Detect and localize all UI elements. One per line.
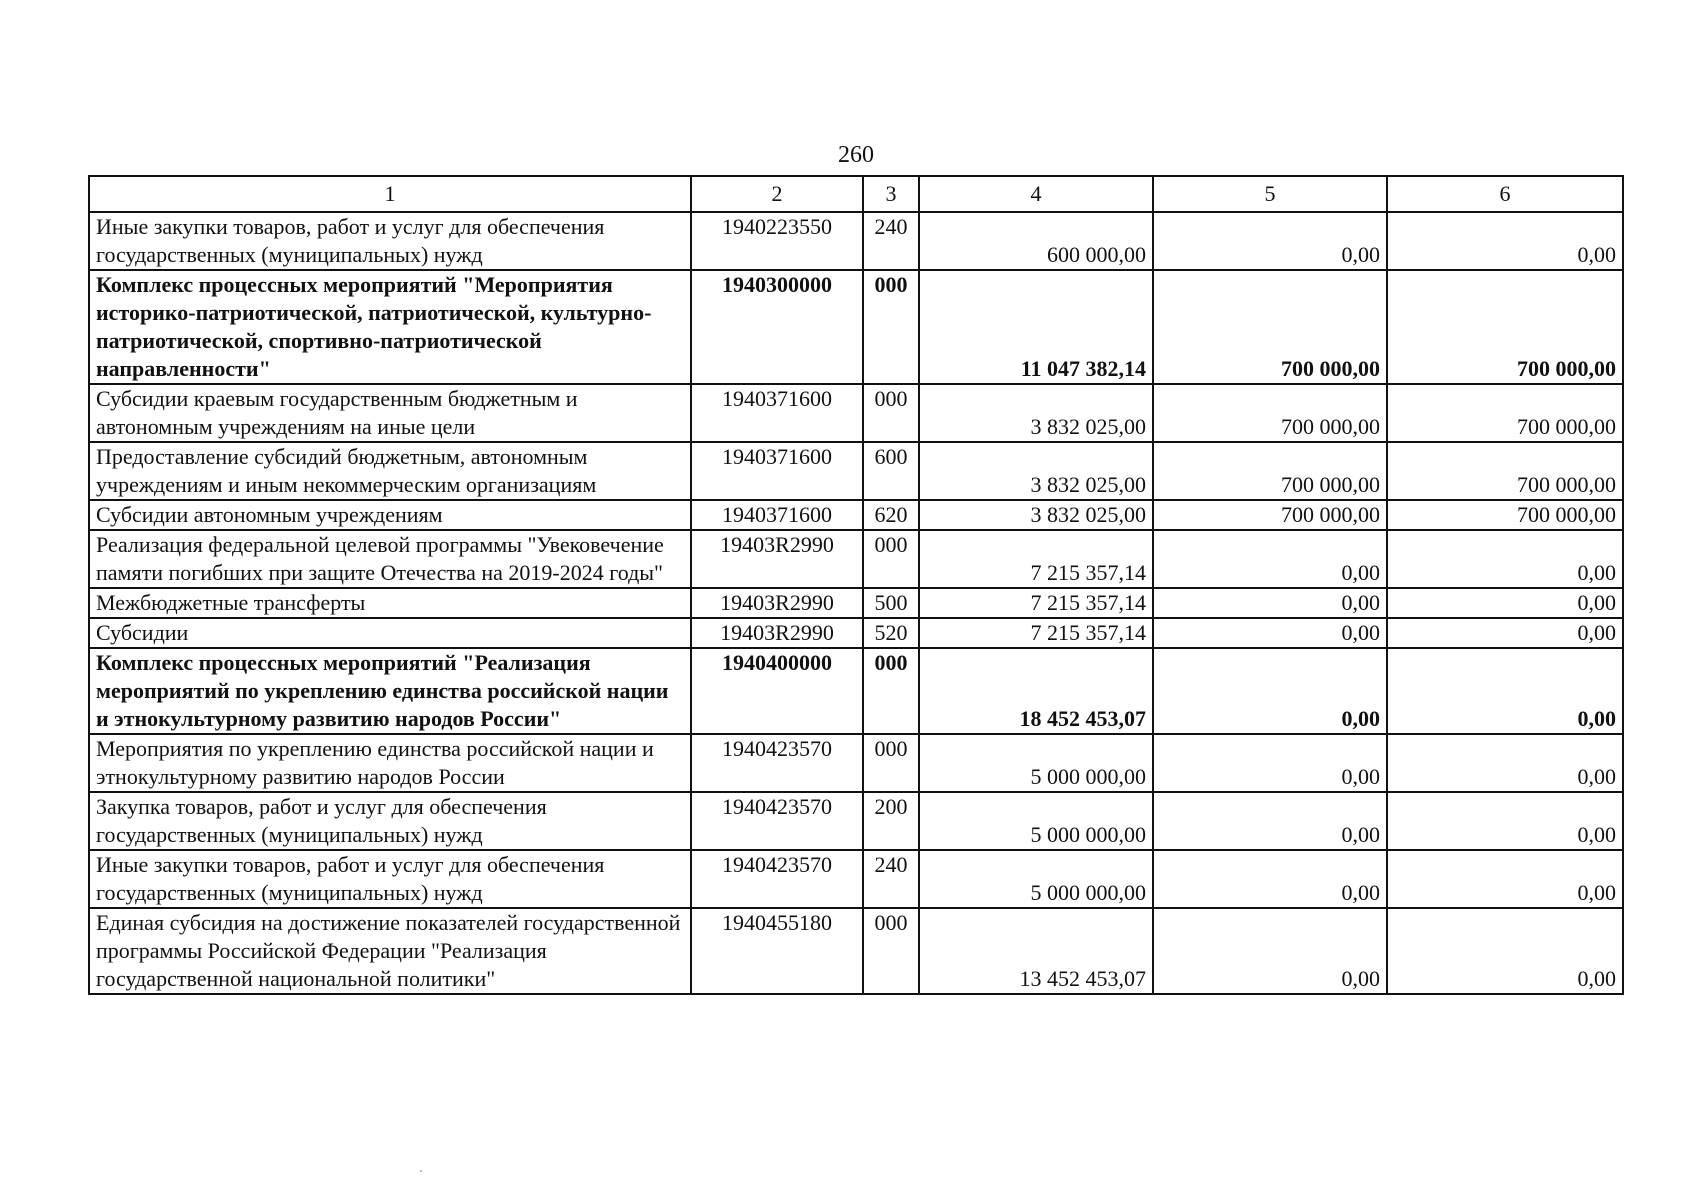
table-row bbox=[89, 792, 1623, 850]
table-row bbox=[89, 530, 1623, 588]
expense-type: 000 bbox=[863, 270, 919, 384]
amount-col-6: 700 000,00 bbox=[1387, 500, 1623, 530]
amount-col-4: 3 832 025,00 bbox=[919, 500, 1153, 530]
column-header: 3 bbox=[863, 176, 919, 212]
target-code: 1940423570 bbox=[691, 850, 863, 908]
amount-col-4: 7 215 357,14 bbox=[919, 618, 1153, 648]
expense-type: 000 bbox=[863, 734, 919, 792]
expense-type: 240 bbox=[863, 212, 919, 270]
table-row bbox=[89, 648, 1623, 734]
amount-col-6: 0,00 bbox=[1387, 530, 1623, 588]
target-code: 1940423570 bbox=[691, 734, 863, 792]
amount-col-4: 3 832 025,00 bbox=[919, 384, 1153, 442]
table-row bbox=[89, 270, 1623, 384]
amount-col-4: 7 215 357,14 bbox=[919, 588, 1153, 618]
expense-type: 000 bbox=[863, 530, 919, 588]
target-code: 19403R2990 bbox=[691, 588, 863, 618]
amount-col-5: 700 000,00 bbox=[1153, 384, 1387, 442]
amount-col-4: 5 000 000,00 bbox=[919, 792, 1153, 850]
column-header: 5 bbox=[1153, 176, 1387, 212]
amount-col-4: 5 000 000,00 bbox=[919, 734, 1153, 792]
amount-col-5: 700 000,00 bbox=[1153, 442, 1387, 500]
amount-col-4: 7 215 357,14 bbox=[919, 530, 1153, 588]
expense-type: 000 bbox=[863, 908, 919, 994]
table-row bbox=[89, 212, 1623, 270]
row-name: Иные закупки товаров, работ и услуг для обеспечения государственных (муниципальных) нужд bbox=[89, 212, 691, 270]
amount-col-4: 3 832 025,00 bbox=[919, 442, 1153, 500]
expense-type: 000 bbox=[863, 384, 919, 442]
target-code: 19403R2990 bbox=[691, 530, 863, 588]
page-number: 260 bbox=[838, 142, 874, 168]
amount-col-6: 700 000,00 bbox=[1387, 442, 1623, 500]
target-code: 1940371600 bbox=[691, 500, 863, 530]
amount-col-6: 700 000,00 bbox=[1387, 270, 1623, 384]
table-row bbox=[89, 384, 1623, 442]
amount-col-4: 11 047 382,14 bbox=[919, 270, 1153, 384]
amount-col-4: 600 000,00 bbox=[919, 212, 1153, 270]
amount-col-6: 0,00 bbox=[1387, 850, 1623, 908]
amount-col-6: 0,00 bbox=[1387, 618, 1623, 648]
row-name: Предоставление субсидий бюджетным, автономным учреждениям и иным некоммерческим организациям bbox=[89, 442, 691, 500]
row-name: Мероприятия по укреплению единства российской нации и этнокультурному развитию народов России bbox=[89, 734, 691, 792]
amount-col-4: 18 452 453,07 bbox=[919, 648, 1153, 734]
target-code: 1940423570 bbox=[691, 792, 863, 850]
table-row bbox=[89, 908, 1623, 994]
column-number-row bbox=[89, 176, 1623, 212]
expense-type: 600 bbox=[863, 442, 919, 500]
target-code: 1940400000 bbox=[691, 648, 863, 734]
expense-type: 200 bbox=[863, 792, 919, 850]
column-header: 2 bbox=[691, 176, 863, 212]
amount-col-5: 0,00 bbox=[1153, 530, 1387, 588]
row-name: Реализация федеральной целевой программы "Увековечение памяти погибших при защите Отечества на 2019-2024 годы" bbox=[89, 530, 691, 588]
amount-col-6: 0,00 bbox=[1387, 734, 1623, 792]
row-name: Единая субсидия на достижение показателей государственной программы Российской Федерации "Реализация государственной национальной политики" bbox=[89, 908, 691, 994]
amount-col-5: 700 000,00 bbox=[1153, 270, 1387, 384]
target-code: 1940300000 bbox=[691, 270, 863, 384]
amount-col-5: 0,00 bbox=[1153, 212, 1387, 270]
row-name: Межбюджетные трансферты bbox=[89, 588, 691, 618]
scan-speck bbox=[420, 1170, 422, 1172]
row-name: Субсидии автономным учреждениям bbox=[89, 500, 691, 530]
target-code: 1940371600 bbox=[691, 384, 863, 442]
table-row bbox=[89, 734, 1623, 792]
amount-col-5: 0,00 bbox=[1153, 850, 1387, 908]
row-name: Комплекс процессных мероприятий "Реализация мероприятий по укреплению единства российской нации и этнокультурному развитию народов России" bbox=[89, 648, 691, 734]
amount-col-5: 0,00 bbox=[1153, 792, 1387, 850]
amount-col-5: 0,00 bbox=[1153, 734, 1387, 792]
row-name: Иные закупки товаров, работ и услуг для обеспечения государственных (муниципальных) нужд bbox=[89, 850, 691, 908]
expense-type: 000 bbox=[863, 648, 919, 734]
amount-col-6: 0,00 bbox=[1387, 648, 1623, 734]
row-name: Комплекс процессных мероприятий "Мероприятия историко-патриотической, патриотической, культурно-патриотической, спортивно-патриотической направленности" bbox=[89, 270, 691, 384]
target-code: 1940455180 bbox=[691, 908, 863, 994]
column-header: 4 bbox=[919, 176, 1153, 212]
amount-col-6: 0,00 bbox=[1387, 908, 1623, 994]
table-row bbox=[89, 618, 1623, 648]
table-row bbox=[89, 500, 1623, 530]
amount-col-5: 0,00 bbox=[1153, 908, 1387, 994]
table-row bbox=[89, 850, 1623, 908]
expense-type: 520 bbox=[863, 618, 919, 648]
table-row bbox=[89, 442, 1623, 500]
target-code: 1940371600 bbox=[691, 442, 863, 500]
amount-col-5: 0,00 bbox=[1153, 648, 1387, 734]
amount-col-6: 0,00 bbox=[1387, 588, 1623, 618]
amount-col-5: 0,00 bbox=[1153, 618, 1387, 648]
amount-col-4: 13 452 453,07 bbox=[919, 908, 1153, 994]
amount-col-5: 0,00 bbox=[1153, 588, 1387, 618]
amount-col-6: 0,00 bbox=[1387, 212, 1623, 270]
row-name: Субсидии краевым государственным бюджетным и автономным учреждениям на иные цели bbox=[89, 384, 691, 442]
column-header: 1 bbox=[89, 176, 691, 212]
amount-col-6: 700 000,00 bbox=[1387, 384, 1623, 442]
target-code: 1940223550 bbox=[691, 212, 863, 270]
amount-col-6: 0,00 bbox=[1387, 792, 1623, 850]
column-header: 6 bbox=[1387, 176, 1623, 212]
row-name: Закупка товаров, работ и услуг для обеспечения государственных (муниципальных) нужд bbox=[89, 792, 691, 850]
expense-type: 240 bbox=[863, 850, 919, 908]
row-name: Субсидии bbox=[89, 618, 691, 648]
budget-table bbox=[88, 175, 1624, 995]
amount-col-5: 700 000,00 bbox=[1153, 500, 1387, 530]
expense-type: 500 bbox=[863, 588, 919, 618]
target-code: 19403R2990 bbox=[691, 618, 863, 648]
amount-col-4: 5 000 000,00 bbox=[919, 850, 1153, 908]
expense-type: 620 bbox=[863, 500, 919, 530]
table-row bbox=[89, 588, 1623, 618]
